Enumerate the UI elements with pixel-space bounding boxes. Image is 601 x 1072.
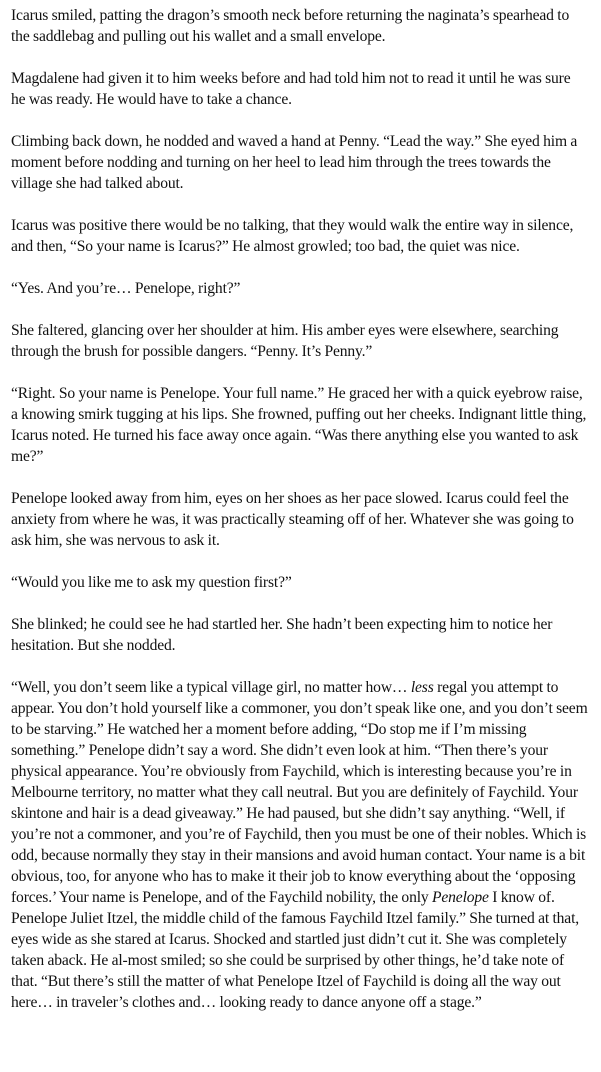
paragraph-11-emphasis-less: less xyxy=(410,679,434,696)
paragraph-11-part-1: “Well, you don’t seem like a typical village girl, no matter how… xyxy=(11,679,411,696)
paragraph-10: She blinked; he could see he had startled her. She hadn’t been expecting him to notice her hesitation. But she nodded. xyxy=(11,616,553,654)
paragraph-7: “Right. So your name is Penelope. Your full name.” He graced her with a quick eyebrow raise, a knowing smirk tugging at his lips. She frowned, puffing out her cheeks. Indignant little thing, Icarus noted. He turned his face away once again. “Was there anything else you wanted to ask me?” xyxy=(11,385,587,465)
paragraph-11-part-2: regal you attempt to appear. You don’t hold yourself like a commoner, you don’t speak like one, and you don’t seem to be starving.” He watched her a moment before adding, “Do stop me if I’m missing something.” Penelope didn’t say a word. She didn’t even look at him. “Then there’s your physical appearance. You’re obviously from Faychild, which is interesting because you’re in Melbourne territory, no matter what they call neutral. But you are definitely of Faychild. Your skintone and hair is a dead giveaway.” He had paused, but she didn’t say anything. “Well, if you’re not a commoner, and you’re of Faychild, then you must be one of their nobles. Which is odd, because normally they stay in their mansions and avoid human contact. Your name is a bit obvious, too, for anyone who has to make it their job to know everything about the ‘opposing forces.’ Your name is Penelope, and of the Faychild nobility, the only xyxy=(11,679,588,906)
paragraph-8: Penelope looked away from him, eyes on her shoes as her pace slowed. Icarus could feel the anxiety from where he was, it was practically steaming off of her. Whatever she was going to ask him, she was nervous to ask it. xyxy=(11,490,574,549)
paragraph-11 xyxy=(11,677,588,1013)
paragraph-11-part-3: I know of. Penelope Juliet Itzel, the middle child of the famous Faychild Itzel family.” She turned at that, eyes wide as she stared at Icarus. Shocked and startled just didn’t cut it. She was completely taken aback. He al-most smiled; so she could be surprised by other things, he’d take note of that. “But there’s still the matter of what Penelope Itzel of Faychild is doing all the way out here… in traveler’s clothes and… looking ready to dance anyone off a stage.” xyxy=(11,889,580,1011)
paragraph-5: “Yes. And you’re… Penelope, right?” xyxy=(11,280,241,297)
paragraph-1: Icarus smiled, patting the dragon’s smooth neck before returning the naginata’s spearhead to the saddlebag and pulling out his wallet and a small envelope. xyxy=(11,7,570,45)
paragraph-2: Magdalene had given it to him weeks before and had told him not to read it until he was sure he was ready. He would have to take a chance. xyxy=(11,70,571,108)
paragraph-11-emphasis-penelope: Penelope xyxy=(432,889,489,906)
paragraph-4: Icarus was positive there would be no talking, that they would walk the entire way in silence, and then, “So your name is Icarus?” He almost growled; too bad, the quiet was nice. xyxy=(11,217,574,255)
paragraph-9: “Would you like me to ask my question first?” xyxy=(11,574,292,591)
paragraph-3: Climbing back down, he nodded and waved a hand at Penny. “Lead the way.” She eyed him a moment before nodding and turning on her heel to lead him through the trees towards the village she had talked about. xyxy=(11,133,578,192)
paragraph-6: She faltered, glancing over her shoulder at him. His amber eyes were elsewhere, searching through the brush for possible dangers. “Penny. It’s Penny.” xyxy=(11,322,559,360)
